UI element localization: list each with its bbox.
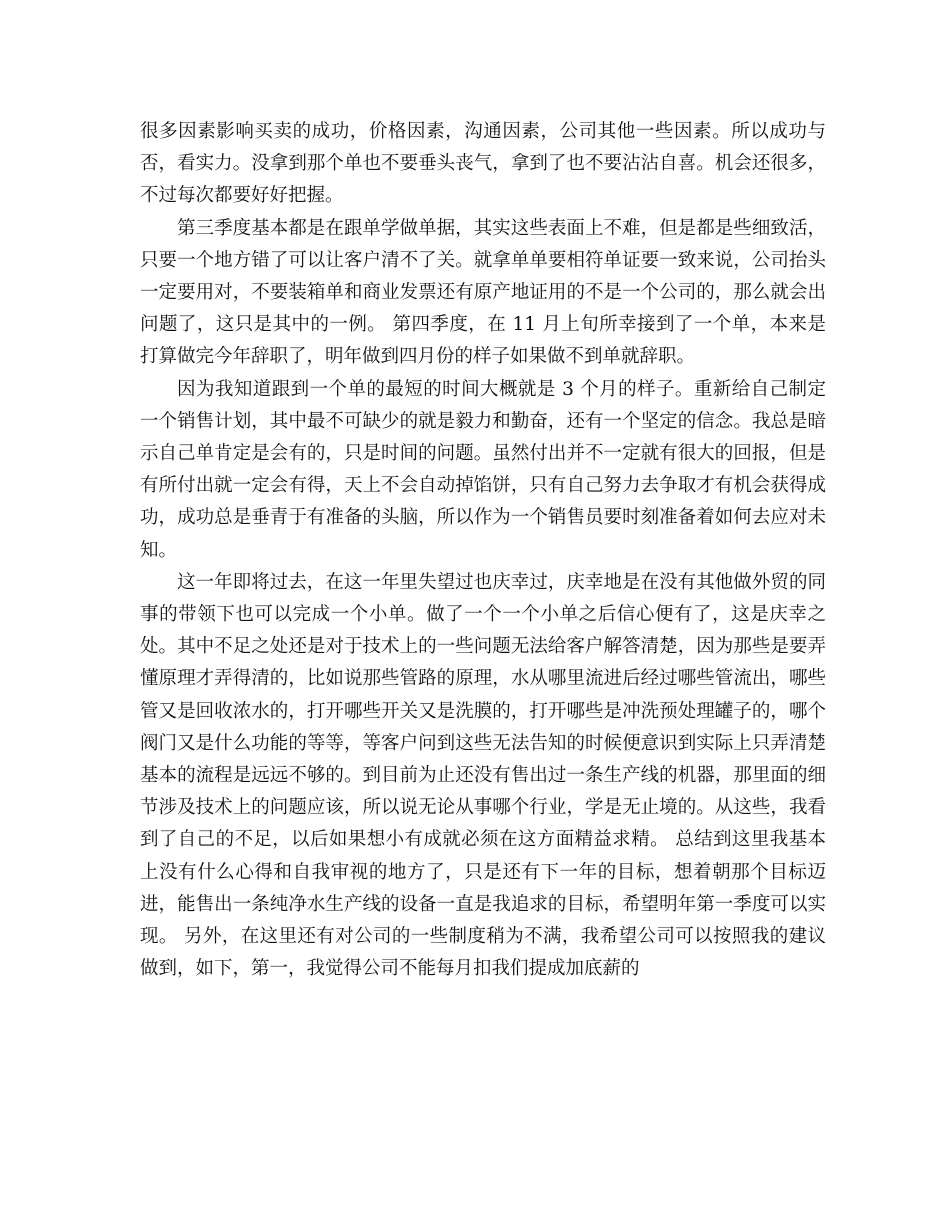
paragraph-4: 这一年即将过去，在这一年里失望过也庆幸过，庆幸地是在没有其他做外贸的同事的带领下也可以完成一个小单。做了一个一个小单之后信心便有了，这是庆幸之处。其中不足之处还是对于技术上的一些问题无法给客户解答清楚，因为那些是要弄懂原理才弄得清的，比如说那些管路的原理，水从哪里流进后经过哪些管流出，哪些管又是回收浓水的，打开哪些开关又是洗膜的，打开哪些是冲洗预处理罐子的，哪个阀门又是什么功能的等等，等客户问到这些无法告知的时候便意识到实际上只弄清楚基本的流程是远远不够的。到目前为止还没有售出过一条生产线的机器，那里面的细节涉及技术上的问题应该，所以说无论从事哪个行业，学是无止境的。从这些，我看到了自己的不足，以后如果想小有成就必须在这方面精益求精。 总结到这里我基本上没有什么心得和自我审视的地方了，只是还有下一年的目标，想着朝那个目标迈进，能售出一条纯净水生产线的设备一直是我追求的目标，希望明年第一季度可以实现。 另外，在这里还有对公司的一些制度稍为不满，我希望公司可以按照我的建议做到，如下，第一，我觉得公司不能每月扣我们提成加底薪的 xyxy=(140,571,826,980)
paragraph-2: 第三季度基本都是在跟单学做单据，其实这些表面上不难，但是都是些细致活，只要一个地方错了可以让客户清不了关。就拿单单要相符单证要一致来说，公司抬头一定要用对，不要装箱单和商业发票还有原产地证用的不是一个公司的，那么就会出问题了，这只是其中的一例。 第四季度，在 11 月上旬所幸接到了一个单，本来是打算做完今年辞职了，明年做到四月份的样子如果做不到单就辞职。 xyxy=(140,217,826,368)
paragraph-3: 因为我知道跟到一个单的最短的时间大概就是 3 个月的样子。重新给自己制定一个销售计划，其中最不可缺少的就是毅力和勤奋，还有一个坚定的信念。我总是暗示自己单肯定是会有的，只是时间的问题。虽然付出并不一定就有很大的回报，但是有所付出就一定会有得，天上不会自动掉馅饼，只有自己努力去争取才有机会获得成功，成功总是垂青于有准备的头脑，所以作为一个销售员要时刻准备着如何去应对未知。 xyxy=(140,378,826,561)
document-body xyxy=(140,116,826,985)
paragraph-1: 很多因素影响买卖的成功，价格因素，沟通因素，公司其他一些因素。所以成功与否，看实力。没拿到那个单也不要垂头丧气，拿到了也不要沾沾自喜。机会还很多，不过每次都要好好把握。 xyxy=(140,121,826,207)
